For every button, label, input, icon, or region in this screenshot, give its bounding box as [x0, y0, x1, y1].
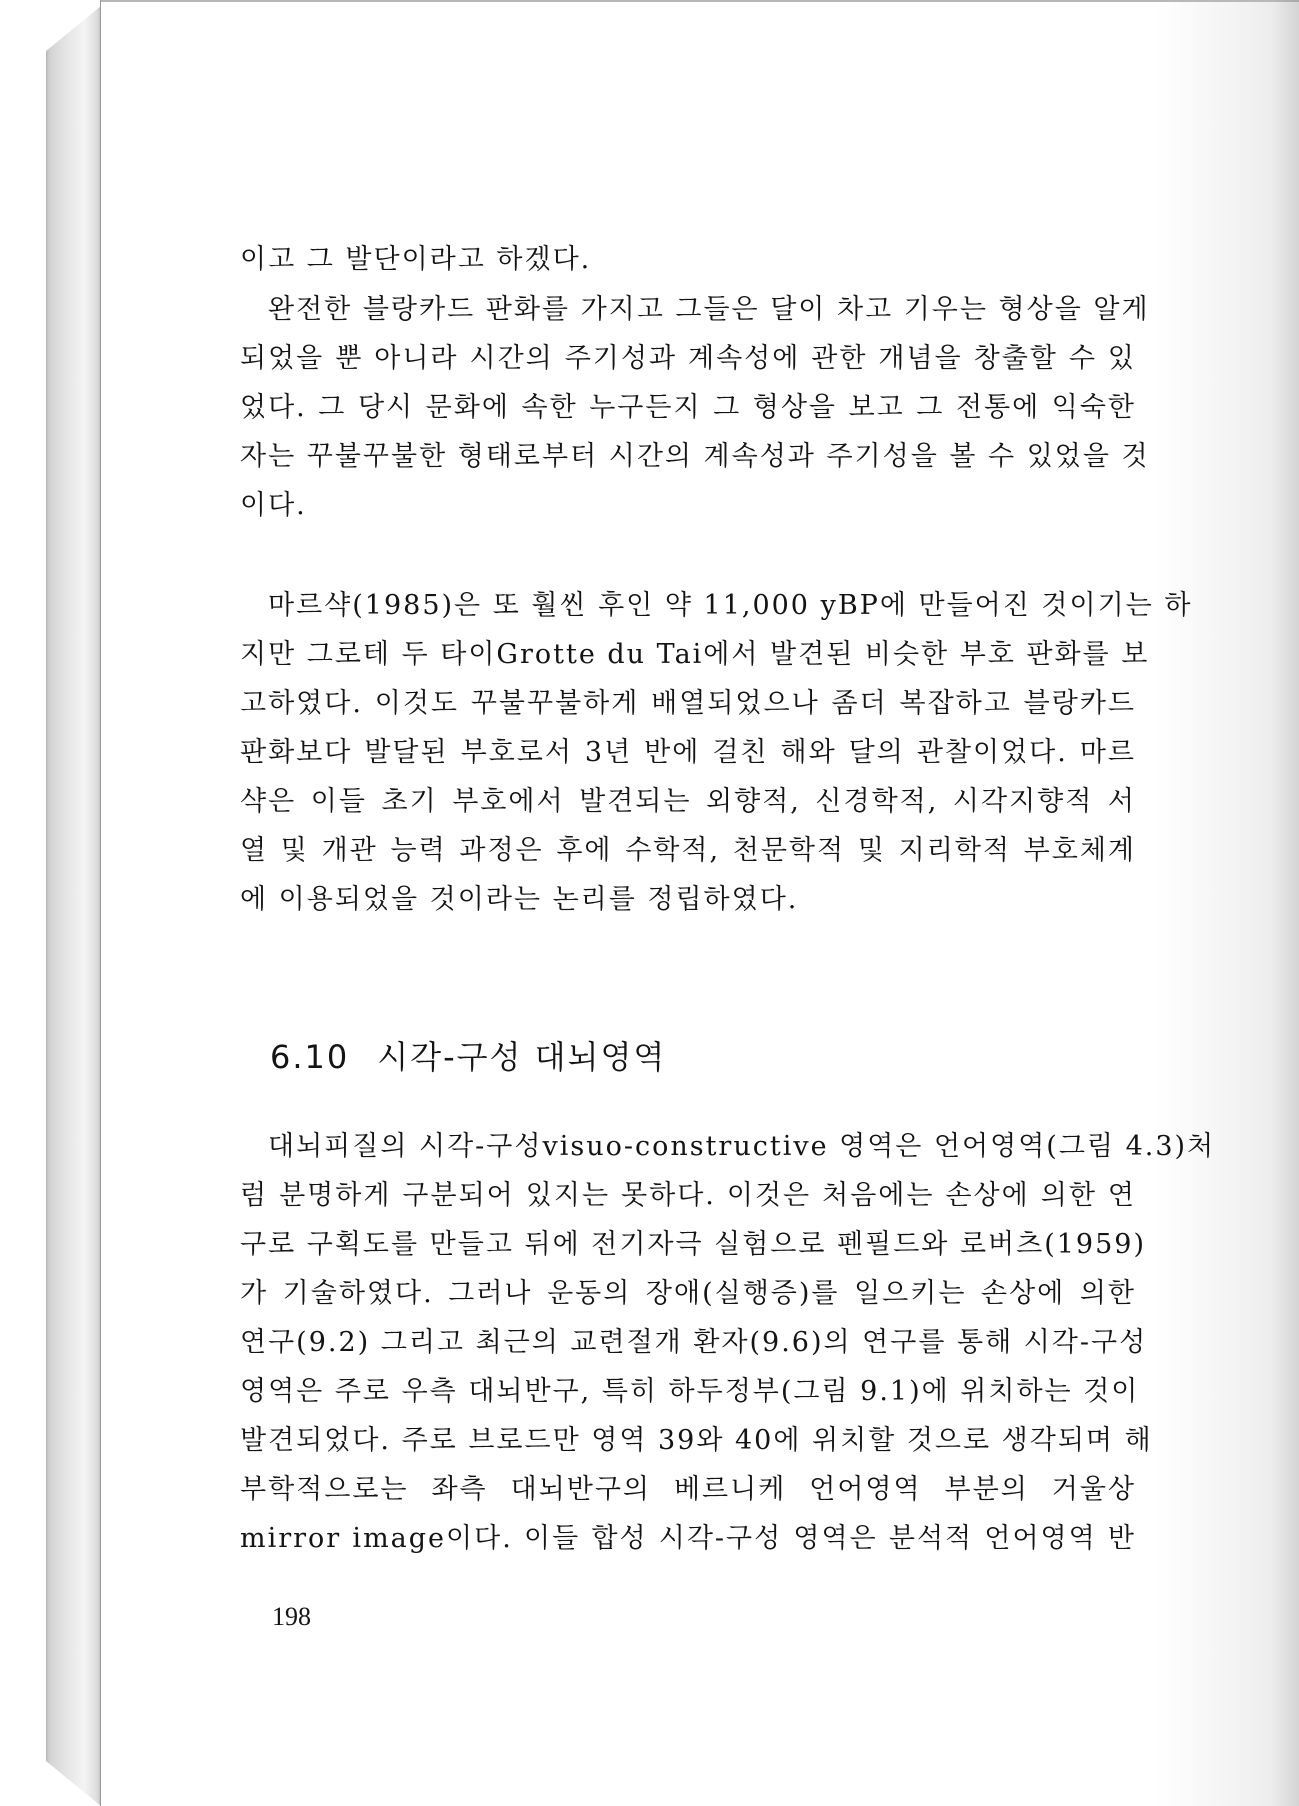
text-line: mirror image이다. 이들 합성 시각-구성 영역은 분석적 언어영역 반	[240, 1523, 1136, 1554]
text-line: 럼 분명하게 구분되어 있지는 못하다. 이것은 처음에는 손상에 의한 연	[240, 1180, 1136, 1211]
text-line: 영역은 주로 우측 대뇌반구, 특히 하두정부(그림 9.1)에 위치하는 것이	[240, 1376, 1140, 1407]
text-line: 대뇌피질의 시각-구성visuo-constructive 영역은 언어영역(그림 4.3)처	[268, 1131, 1216, 1162]
text-line: 이고 그 발단이라고 하겠다.	[240, 244, 592, 275]
text-line: 이다.	[240, 490, 307, 521]
page-number: 198	[272, 1602, 311, 1631]
text-line: 되었을 뿐 아니라 시간의 주기성과 계속성에 관한 개념을 창출할 수 있	[240, 343, 1136, 374]
text-line: 가 기술하였다. 그러나 운동의 장애(실행증)를 일으키는 손상에 의한	[240, 1278, 1136, 1309]
text-line: 지만 그로테 두 타이Grotte du Tai에서 발견된 비슷한 부호 판화를 보	[240, 639, 1150, 670]
page-right-shadow	[1271, 0, 1299, 1806]
text-line: 열 및 개관 능력 과정은 후에 수학적, 천문학적 및 지리학적 부호체계	[240, 835, 1136, 866]
text-line: 자는 꾸불꾸불한 형태로부터 시간의 계속성과 주기성을 볼 수 있었을 것	[240, 441, 1150, 472]
text-line: 구로 구획도를 만들고 뒤에 전기자극 실험으로 펜필드와 로버츠(1959)	[240, 1229, 1146, 1260]
section-title: 시각-구성 대뇌영역	[377, 1038, 667, 1076]
text-line: 에 이용되었을 것이라는 논리를 정립하였다.	[240, 884, 799, 915]
text-line: 었다. 그 당시 문화에 속한 누구든지 그 형상을 보고 그 전통에 익숙한	[240, 392, 1136, 423]
section-number: 6.10	[270, 1038, 350, 1076]
section-heading	[270, 1032, 666, 1078]
text-line: 발견되었다. 주로 브로드만 영역 39와 40에 위치할 것으로 생각되며 해	[240, 1425, 1153, 1456]
page-top-border	[101, 0, 1299, 2]
text-line: 판화보다 발달된 부호로서 3년 반에 걸친 해와 달의 관찰이었다. 마르	[240, 737, 1136, 768]
text-line: 고하였다. 이것도 꾸불꾸불하게 배열되었으나 좀더 복잡하고 블랑카드	[240, 688, 1136, 719]
book-spine-edge	[46, 6, 101, 1806]
text-line: 완전한 블랑카드 판화를 가지고 그들은 달이 차고 기우는 형상을 알게	[268, 294, 1150, 325]
text-line: 연구(9.2) 그리고 최근의 교련절개 환자(9.6)의 연구를 통해 시각-구성	[240, 1327, 1148, 1358]
text-line: 마르샥(1985)은 또 훨씬 후인 약 11,000 yBP에 만들어진 것이기는 하	[268, 590, 1193, 621]
text-line: 샥은 이들 초기 부호에서 발견되는 외향적, 신경학적, 시각지향적 서	[240, 786, 1136, 817]
text-line: 부학적으로는 좌측 대뇌반구의 베르니케 언어영역 부분의 거울상	[240, 1474, 1136, 1505]
